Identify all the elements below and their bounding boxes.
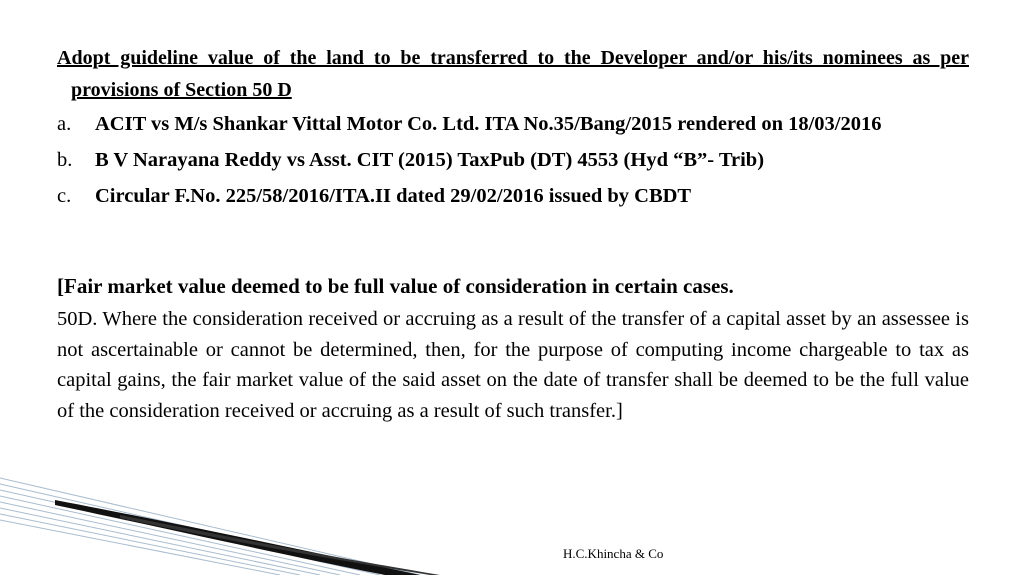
case-item-c (57, 178, 969, 214)
section-heading: [Fair market value deemed to be full value of consideration in certain cases. (57, 274, 734, 298)
swoosh-dark-thin (120, 515, 440, 575)
case-text: Circular F.No. 225/58/2016/ITA.II dated 29/02/2016 issued by CBDT (95, 185, 692, 207)
case-letter: b. (57, 149, 73, 171)
slide-content (57, 42, 969, 426)
section-body: 50D. Where the consideration received or accruing as a result of the transfer of a capital asset by an assessee is not ascertainable or cannot be determined, then, for the purpose of computing income chargeable to tax as capital gains, the fair market value of the said asset on the date of transfer shall be deemed to be the full value of the consideration received or accruing as a result of such transfer.] (57, 308, 969, 422)
swoosh-light-lines (0, 478, 420, 575)
footer-text: H.C.Khincha & Co (563, 546, 664, 561)
case-letter: c. (57, 185, 72, 207)
slide-heading: Adopt guideline value of the land to be transferred to the Developer and/or his/its nominees as per provisions of Section 50 D (57, 47, 969, 101)
spacer (57, 214, 969, 268)
case-text: ACIT vs M/s Shankar Vittal Motor Co. Ltd. ITA No.35/Bang/2015 rendered on 18/03/2016 (95, 113, 882, 135)
case-item-b (57, 142, 969, 178)
case-list (57, 106, 969, 214)
case-text: B V Narayana Reddy vs Asst. CIT (2015) TaxPub (DT) 4553 (Hyd “B”- Trib) (95, 149, 765, 171)
swoosh-dark-band (55, 500, 420, 575)
case-letter: a. (57, 113, 72, 135)
case-item-a (57, 106, 969, 142)
